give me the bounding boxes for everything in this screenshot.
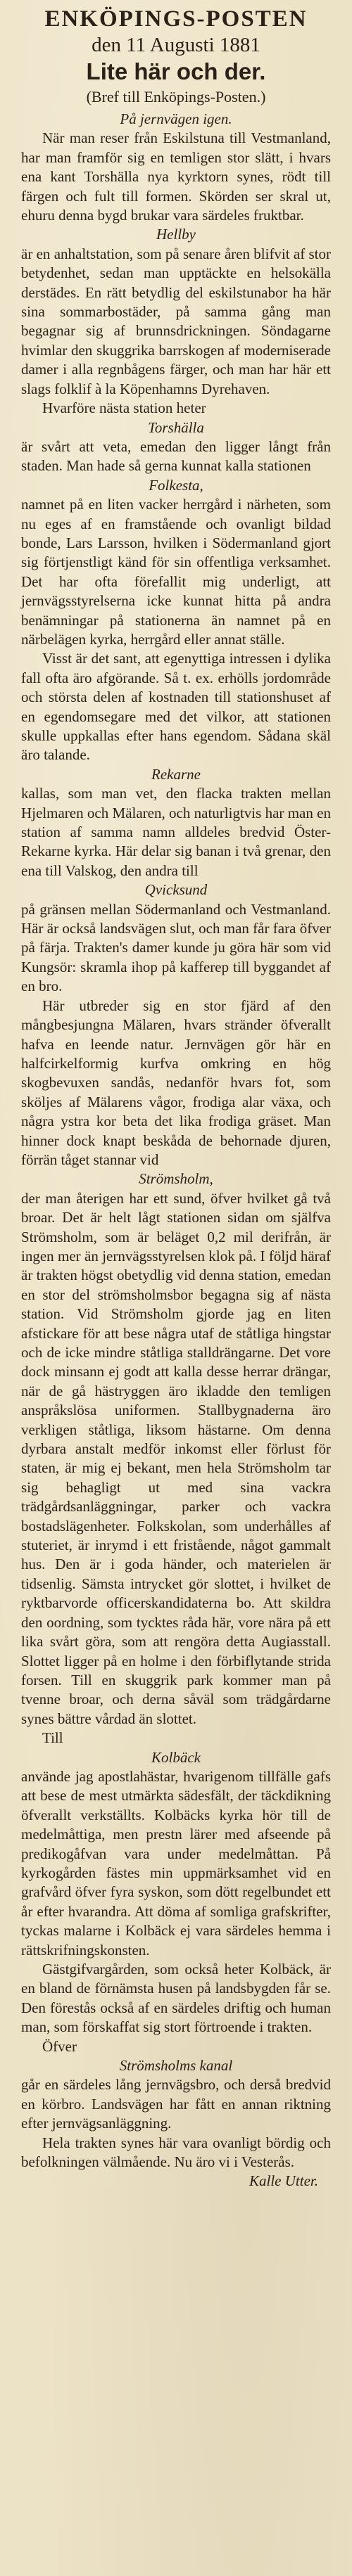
paragraph: Gästgifvargården, som också heter Kolbäck, är en bland de förnämsta husen på landsbygden får se. Den förestås också af en särdeles driftig och human man, som förskaffat sig stort förtroende i trakten.	[21, 1961, 331, 2036]
author-signature: Kalle Utter.	[249, 2172, 318, 2190]
section-heading: Kolbäck	[151, 1748, 201, 1766]
paragraph: på gränsen mellan Södermanland och Vestmanland. Här är också landsvägen slut, och man får fara öfver på färja. Trakten's damer kunde ju göra här som vid Kungsör: skramla ihop på kafferep till byggandet af en bro.	[21, 900, 331, 995]
section-heading: Qvicksund	[144, 881, 208, 899]
masthead: ENKÖPINGS-POSTEN	[44, 6, 308, 32]
dateline: den 11 Augusti 1881	[92, 34, 260, 56]
section-heading: Hellby	[156, 226, 196, 243]
paragraph: Här utbreder sig en stor fjärd af den mångbesjungna Mälaren, hvars stränder öfverallt hafva en leende natur. Jernvägen gör här en halfcirkelformig kurfva omkring en hög skogbevuxen sandås, nedanför hvars fot, som sköljes af Mälarens vågor, frodiga alar växa, och några ystra kor beta det lika frodiga gräset. Man hinner dock knapt beskåda de behornade djuren, förrän tåget stannar vid	[21, 997, 331, 1168]
paragraph: är en anhaltstation, som på senare åren blifvit af stor betydenhet, sedan man upptäckte en helsokälla derstädes. En rätt betydlig del eskilstunabor ha här sina sommarbostäder, på samma gång man begagnar sig af brunnsdrickningen. Söndagarne hvimlar den skuggrika barrskogen af moderniserade damer i alla regnbågens färger, och man har här ett slags folklif à la Köpenhamns Dyrehaven.	[21, 245, 331, 397]
paragraph: Hela trakten synes här vara ovanligt bördig och befolkningen välmående. Nu äro vi i Vesterås.	[21, 2134, 331, 2171]
paragraph: använde jag apostlahästar, hvarigenom tillfälle gafs att bese de mest utmärkta sädesfält, der täckdikning öfverallt verkställts. Kolbäcks kyrka hör till de medelmåttiga, men prestn lärer med afseende på predikogåfvan vara under medelmåttan. På kyrkogården fästes min uppmärksamhet vid en grafvård öfver fyra syskon, som dött regelbundet ett år efter hvarandra. Att döma af somliga grafskrifter, tyckas malarne i Kolbäck ej vara särdeles hemma i rättskrifningskonsten.	[21, 1767, 331, 1959]
paragraph: namnet på en liten vacker herrgård i närheten, som nu eges af en framstående och ovanligt bildad bonde, Lars Larsson, hvilken i Södermanland gjort sig förtjenstligt känd för sin offentliga verksamhet. Det har ofta förefallit mig underligt, att jernvägsstyrelserna icke kunnat hitta på andra benämningar på stationerna än namnet på en närbelägen kyrka, herrgård eller annat ställe.	[21, 496, 331, 648]
paragraph: är svårt att veta, emedan den ligger långt från staden. Man hade så gerna kunnat kalla stationen	[21, 437, 331, 475]
paragraph: Visst är det sant, att egenyttiga intressen i dylika fall ofta äro afgörande. Så t. ex. erhölls jordområde och största delen af kostnaden till stationshuset af en egendomsegare med det vilkor, att stationen skulle uppkallas efter hans egendom. Sådana skäl äro talande.	[21, 650, 331, 764]
section-heading: Folkesta,	[149, 476, 203, 494]
paragraph: Öfver	[42, 2037, 77, 2055]
section-heading: Strömsholm,	[139, 1170, 213, 1188]
subheadline: (Bref till Enköpings-Posten.)	[86, 88, 266, 105]
section-heading: Strömsholms kanal	[119, 2057, 233, 2075]
section-heading: Rekarne	[151, 765, 201, 783]
article-body	[21, 110, 331, 2191]
headline: Lite här och der.	[86, 58, 266, 84]
paragraph: När man reser från Eskilstuna till Vestmanland, har man framför sig en temligen stor slätt, i hvars ena kant Torshälla nya kyrktorn synes, rödt till färgen och fult till formen. Skörden ser skral ut, ehuru denna bygd brukar vara särdeles fruktbar.	[21, 129, 331, 224]
section-heading: Torshälla	[148, 418, 204, 436]
paragraph: kallas, som man vet, den flacka trakten mellan Hjelmaren och Mälaren, och naturligtvis har man en station af samma namn alldeles bredvid Öster-Rekarne kyrka. Här delar sig banan i två grenar, den ena till Valskog, den andra till	[21, 785, 331, 879]
paragraph: går en särdeles lång jernvägsbro, och derså bredvid en körbro. Landsvägen har fått en annan riktning efter jernvägsanläggning.	[21, 2076, 331, 2132]
paragraph: der man återigen har ett sund, öfver hvilket gå två broar. Det är helt lågt stationen sidan om själfva Strömsholm, som är beläget 0,2 mil derifrån, är ingen mer än jernvägsstyrelsen klok på. I följd häraf är trakten högst obetydlig vid denna station, emedan en stor del strömsholmsbor begagna sig af nästa station. Vid Strömsholm gjorde jag en liten afstickare för att bese några utaf de ståtliga hingstar och de icke mindre ståtliga stalldrängarne. Det vore dock minsann ej godt att kalla desse herrar drängar, när de gå hästryggen äro ikladde den temligen anspråkslösa uniformen. Stallbygnaderna äro verkligen ståtliga, liksom hästarne. Om denna dyrbara anstalt medför inkomst eller förlust för staten, är mig ej bekant, men hela Strömsholm tar sig behagligt ut med sina vackra trädgårdsanläggningar, parker och vackra bostadslägenheter. Folkskolan, som underhålles af stuteriet, är inrymd i ett fristående, något gammalt hus. Den är i goda händer, och materielen är tidsenlig. Sämsta intrycket gör slottet, i hvilket de ryktbarvorde officerskandidaterna bo. Att skildra den oordning, som tycktes råda här, vore nära på ett lika svårt göra, som att rengöra detta Augiasstall. Slottet ligger på en holme i den förbiflytande strida forsen. Till en skuggrik park kommer man på tvenne broar, och derna såväl som trädgårdarne synes bättre vårdad än slottet.	[21, 1189, 331, 1727]
section-heading: På jernvägen igen.	[120, 110, 232, 127]
paragraph: Hvarföre nästa station heter	[42, 399, 206, 417]
paragraph: Till	[42, 1729, 63, 1747]
